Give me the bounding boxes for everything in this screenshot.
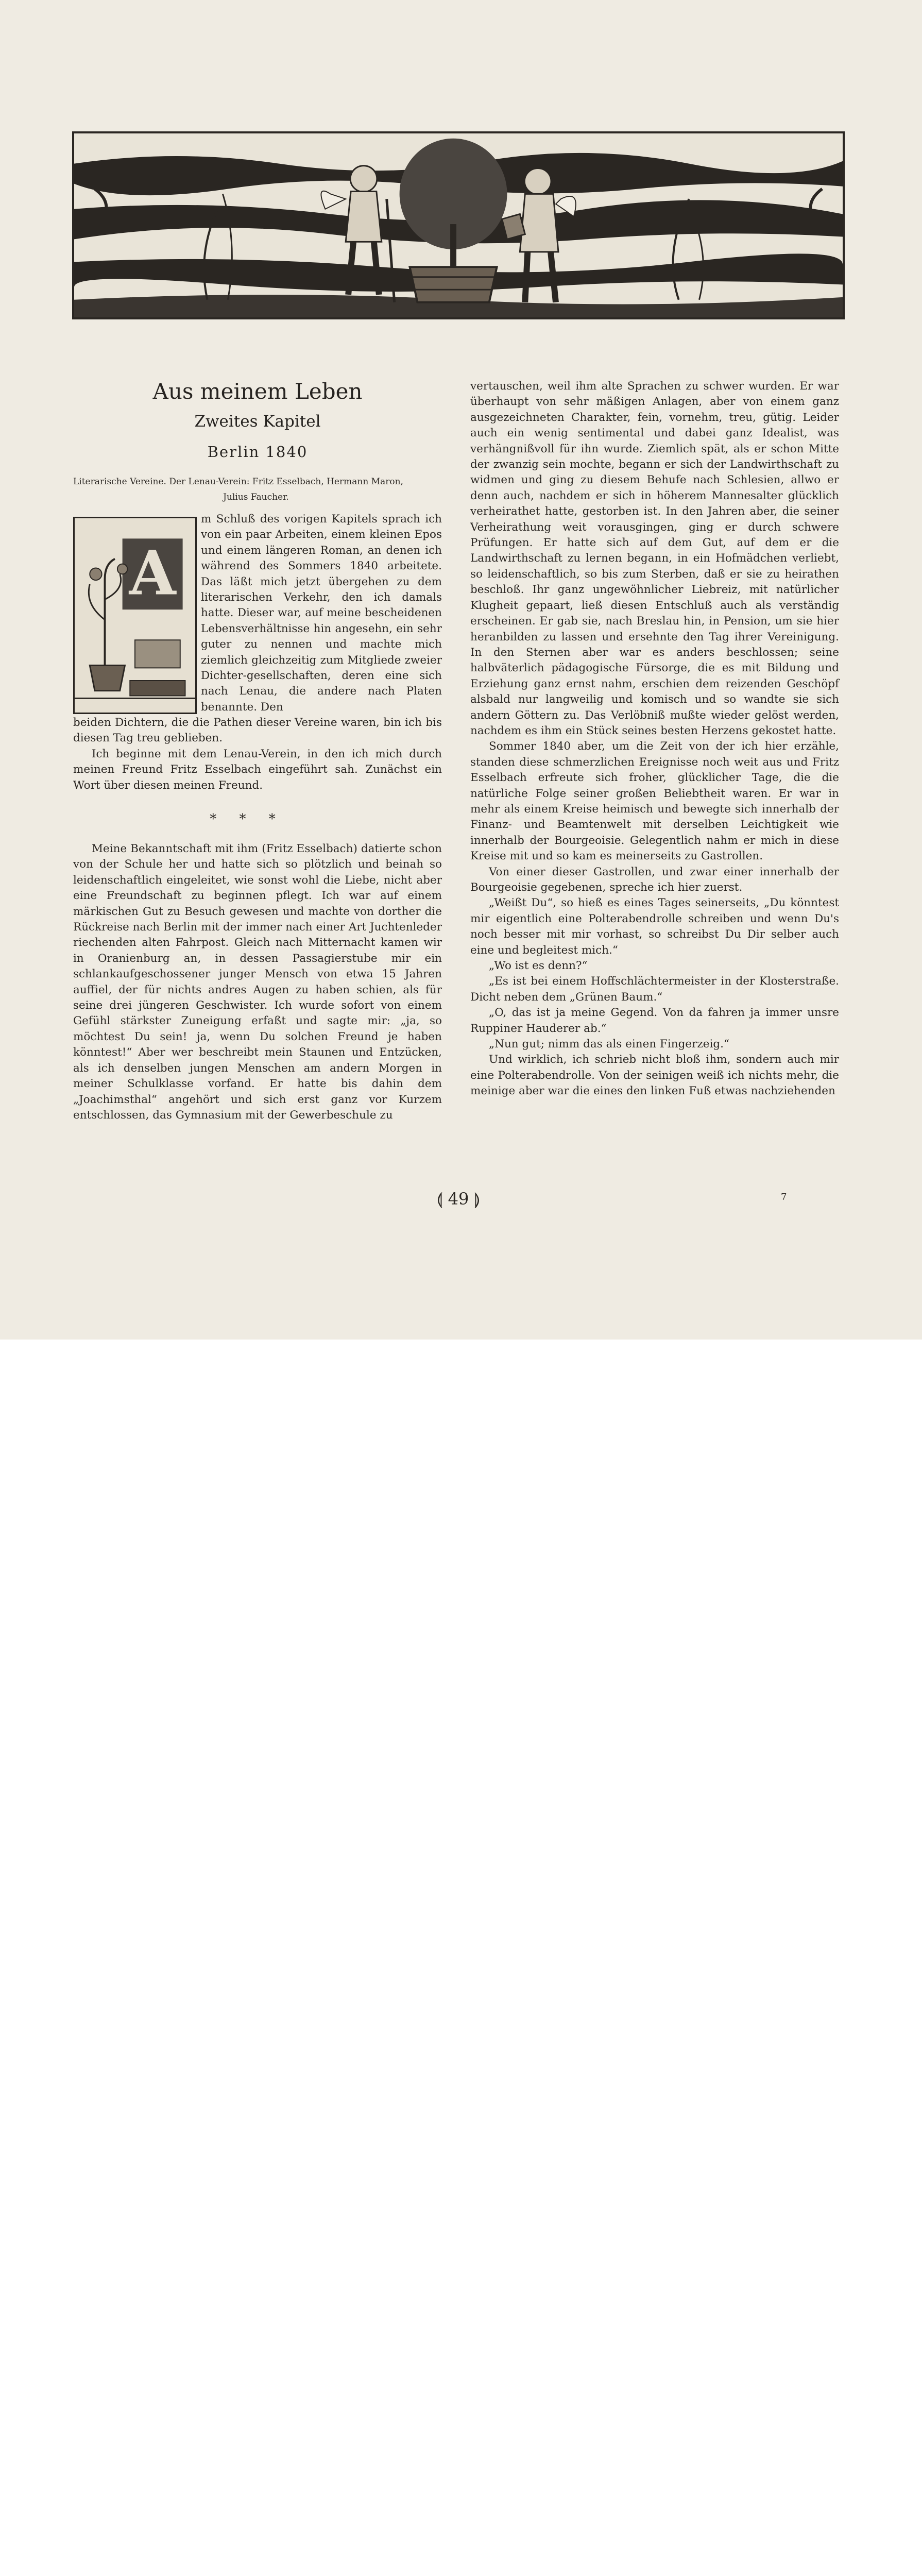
chapter-subtitle: Zweites Kapitel [194,412,321,431]
right-paragraph-2: Sommer 1840 aber, um die Zeit von der ich hier erzähle, standen diese schmerzlichen Ereignisse noch weit aus und Fritz Esselbach erfreute sich froher, glücklicher Tage, die die natürliche Folge seiner großen Beliebtheit waren. Er war in mehr als einem Kreise heimisch und bewegte sich innerhalb der Finanz- und Beamtenwelt mit derselben Leichtigkeit wie innerhalb der Bourgeoisie. Gelegentlich nahm er mich in diese Kreise mit und so kam es meinerseits zu Gastrollen. [470,740,839,863]
right-paragraph-3: Von einer dieser Gastrollen, und zwar einer innerhalb der Bourgeoisie gegebenen, spreche ich hier zuerst. [470,865,839,894]
opening-paragraph: m Schluß des vorigen Kapitels sprach ich von ein paar Arbeiten, einem kleinen Epos und einem längeren Roman, an denen ich während des Sommers 1840 arbeitete. Das läßt mich jetzt übergehen zu dem literarischen Verkehr, den ich damals hatte. Dieser war, auf meine bescheidenen Lebensverhältnisse hin angesehn, ein sehr guter zu nennen und machte mich ziemlich gleichzeitig zum Mitgliede zweier Dichter-gesellschaften, deren eine sich nach Lenau, die andere nach Platen benannte. Den [201,513,442,714]
right-paragraph-9: Und wirklich, ich schrieb nicht bloß ihm, sondern auch mir eine Polterabendrolle. Von der seinigen weiß ich nichts mehr, die meinige aber war die eines den linken Fuß etwas nachziehenden [470,1053,839,1098]
chapter-summary-line2: Julius Faucher. [223,492,289,502]
chapter-place-date: Berlin 1840 [207,443,308,461]
section-separator-stars: * * * [210,811,285,827]
right-paragraph-1: vertauschen, weil ihm alte Sprachen zu schwer wurden. Er war überhaupt von sehr mäßigen Anlagen, aber von einem ganz ausgezeichneten Charakter, fein, vornehm, treu, gütig. Leider auch ein wenig sentimental und dabei ganz Idealist, was verhängnißvoll für ihn wurde. Ziemlich spät, als er schon Mitte der zwanzig sein mochte, begann er sich der Landwirthschaft zu widmen und ging zu diesem Behufe nach Schlesien, allwo er denn auch, nachdem er sich in höherem Mannesalter glücklich verheirathet hatte, gestorben ist. In den Jahren aber, die seiner Verheirathung weit vorausgingen, ging er durch schwere Prüfungen. Er hatte sich auf dem Gut, auf dem er die Landwirthschaft zu lernen begann, in ein Hofmädchen verliebt, so leidenschaftlich, so bis zum Sterben, daß er sie zu heirathen beschloß. Ihr ganz ungewöhnlicher Liebreiz, mit natürlicher Klugheit gepaart, ließ diesen Entschluß auch als verständig erscheinen. Er gab sie, nach Breslau hin, in Pension, um sie hier heranbilden zu lassen und ersehnte den Tag ihrer Vereinigung. In den Sternen aber war es anders beschlossen; seine halbväterlich pädagogische Fürsorge, die es mit Bildung und Erziehung ganz ernst nahm, erschien dem reizenden Geschöpf alsbald nur langweilig und komisch und so wandte sie sich andern Göttern zu. Das Verlöbniß mußte wieder gelöst werden, nachdem es ihm ein Stück seines besten Herzens gekostet hatte. [470,380,839,737]
page-number: ⟬ 49 ⟭ [436,1189,481,1209]
chapter-summary [73,474,439,505]
right-paragraph-8: „Nun gut; nimm das als einen Fingerzeig.“ [489,1038,729,1051]
chapter-title: Aus meinem Leben [152,379,363,404]
left-column-continuation [73,715,442,793]
paragraph-acquaintance: Meine Bekanntschaft mit ihm (Fritz Esselbach) datierte schon von der Schule her und hatte sich so plötzlich und beinah so leidenschaftlich eingeleitet, wie sonst wohl die Liebe, nicht aber eine Freundschaft zu beginnen pflegt. Ich war auf einem märkischen Gut zu Besuch gewesen und machte von dorther die Rückreise nach Berlin mit der immer nach einer Art Juchtenleder riechenden alten Fahrpost. Gleich nach Mitternacht kamen wir in Oranienburg an, in dessen Passagierstube mir ein schlankaufgeschossener junger Mensch von etwa 15 Jahren auffiel, der für nichts andres Augen zu haben schien, als für seine drei jüngeren Geschwister. Ich wurde sofort von einem Gefühl stärkster Zuneigung erfaßt und sagte mir: „ja, so möchtest Du sein! ja, wenn Du solchen Freund je haben könntest!“ Aber wer beschreibt mein Staunen und Entzücken, als ich denselben jungen Menschen am andern Morgen in meiner Schulklasse vorfand. Er hatte bis dahin dem „Joachimsthal“ angehört und sich erst ganz vor Kurzem entschlossen, das Gymnasium mit der Gewerbeschule zu [73,842,442,1122]
paragraph-lenau-verein: Ich beginne mit dem Lenau-Verein, in den ich mich durch meinen Freund Fritz Esselbach eingeführt sah. Zunächst ein Wort über diesen meinen Freund. [73,747,442,792]
right-column [470,379,839,1099]
signature-mark: 7 [781,1192,787,1202]
right-paragraph-7: „O, das ist ja meine Gegend. Von da fahren ja immer unsre Ruppiner Hauderer ab.“ [470,1006,839,1035]
right-paragraph-6: „Es ist bei einem Hoffschlächtermeister in der Klosterstraße. Dicht neben dem „Grünen Baum.“ [470,975,839,1004]
viewer-footer [0,1340,922,1403]
right-paragraph-5: „Wo ist es denn?“ [489,959,588,973]
svg-text:A: A [129,537,176,609]
decorated-initial-illustration [73,517,197,714]
left-column-main [73,841,442,1123]
right-paragraph-4: „Weißt Du“, so hieß es eines Tages seinerseits, „Du könntest mir eigentlich eine Polterabendrolle schreiben und wenn Du's noch besser mit mir vorhast, so schreibst Du Dir selber auch eine und begleitest mich.“ [470,896,839,957]
left-column-opening [201,512,442,715]
header-vignette-illustration [72,131,845,319]
chapter-summary-line1: Literarische Vereine. Der Lenau-Verein: Fritz Esselbach, Hermann Maron, [73,477,403,487]
opening-paragraph-continuation: beiden Dichtern, die die Pathen dieser Vereine waren, bin ich bis diesen Tag treu geblieben. [73,716,442,745]
